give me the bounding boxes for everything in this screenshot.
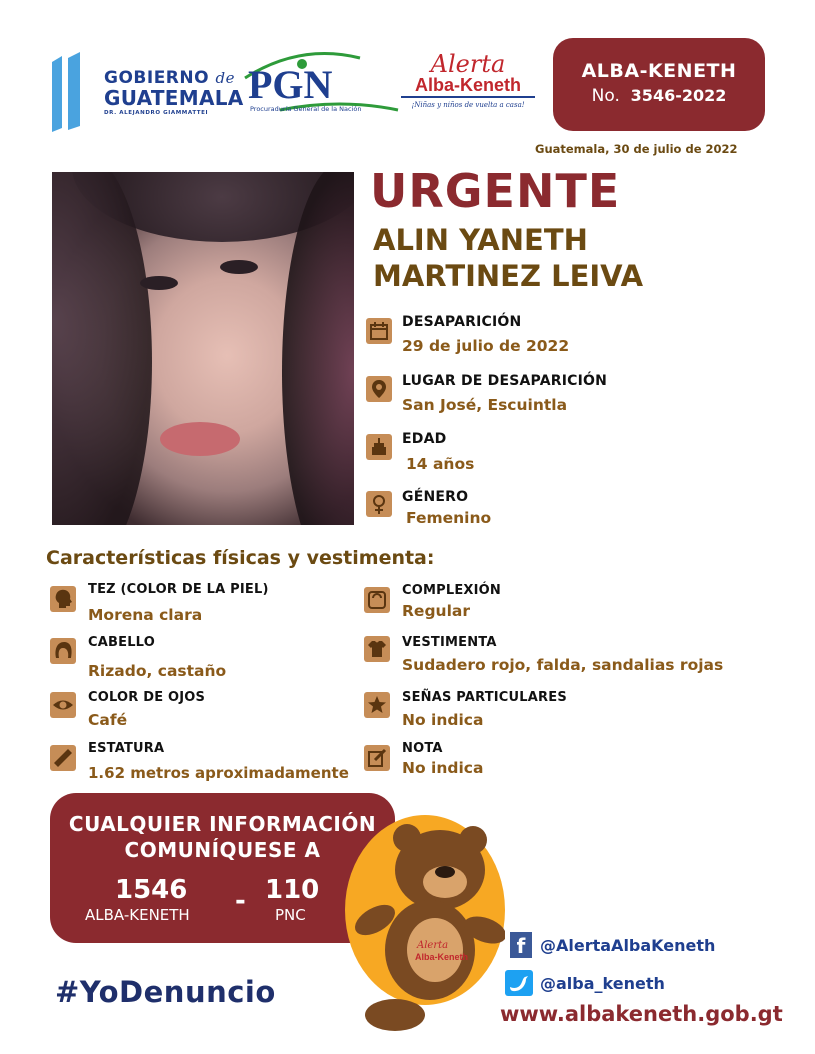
facebook-handle-link[interactable]: @AlertaAlbaKeneth: [540, 936, 716, 955]
clothing-value: Sudadero rojo, falda, sandalias rojas: [402, 656, 724, 674]
gender-icon: [366, 491, 392, 517]
skin-tone-value: Morena clara: [88, 606, 203, 624]
height-value: 1.62 metros aproximadamente: [88, 764, 349, 782]
build-label: COMPLEXIÓN: [402, 583, 502, 598]
calendar-icon: [366, 318, 392, 344]
disappearance-date-label: DESAPARICIÓN: [402, 314, 522, 330]
birthday-cake-icon: [366, 434, 392, 460]
missing-person-photo: [52, 172, 354, 525]
pnc-phone-label: PNC: [275, 906, 306, 924]
bear-mascot-icon: [345, 810, 505, 1040]
twitter-handle-link[interactable]: @alba_keneth: [540, 974, 665, 993]
alba-keneth-phone-number[interactable]: 1546: [115, 875, 188, 905]
height-label: ESTATURA: [88, 741, 165, 756]
issue-date: Guatemala, 30 de julio de 2022: [535, 142, 738, 156]
disappearance-date-value: 29 de julio de 2022: [402, 337, 570, 355]
hair-icon: [50, 638, 76, 664]
svg-text:PGN: PGN: [248, 62, 333, 107]
disappearance-place-value: San José, Escuintla: [402, 396, 568, 414]
alerta-alba-keneth-logo: Alerta Alba-Keneth ¡Niñas y niños de vuelta a casa!: [398, 52, 538, 109]
contact-info-box: CUALQUIER INFORMACIÓN COMUNÍQUESE A: [50, 793, 395, 943]
case-title: ALBA-KENETH: [581, 60, 737, 82]
dash-separator: -: [235, 886, 246, 916]
hashtag-text: #YoDenuncio: [55, 975, 276, 1009]
eye-icon: [50, 692, 76, 718]
government-logo-text: GOBIERNO de GUATEMALA DR. ALEJANDRO GIAMMATTEI: [104, 68, 244, 116]
location-pin-icon: [366, 376, 392, 402]
build-value: Regular: [402, 602, 470, 620]
distinguishing-marks-value: No indica: [402, 711, 484, 729]
clothing-label: VESTIMENTA: [402, 635, 497, 650]
age-label: EDAD: [402, 431, 447, 447]
distinguishing-marks-label: SEÑAS PARTICULARES: [402, 690, 567, 705]
case-number: No. 3546-2022: [591, 86, 727, 106]
star-icon: [364, 692, 390, 718]
age-value: 14 años: [406, 455, 475, 473]
disappearance-place-label: LUGAR DE DESAPARICIÓN: [402, 373, 608, 389]
characteristics-heading: Características físicas y vestimenta:: [46, 547, 435, 569]
pnc-phone-number[interactable]: 110: [265, 875, 320, 905]
facebook-icon[interactable]: f: [510, 932, 532, 958]
scale-icon: [364, 587, 390, 613]
hair-label: CABELLO: [88, 635, 155, 650]
gender-value: Femenino: [406, 509, 492, 527]
government-logo-bars-icon: [52, 52, 94, 132]
alba-keneth-phone-label: ALBA-KENETH: [85, 906, 190, 924]
ruler-icon: [50, 745, 76, 771]
missing-person-name: ALIN YANETH MARTINEZ LEIVA: [373, 223, 644, 293]
eye-color-label: COLOR DE OJOS: [88, 690, 206, 705]
head-profile-icon: [50, 586, 76, 612]
svg-text:Alerta: Alerta: [417, 940, 449, 951]
shirt-icon: [364, 636, 390, 662]
website-link[interactable]: www.albakeneth.gob.gt: [500, 1002, 783, 1026]
note-label: NOTA: [402, 741, 443, 756]
note-edit-icon: [364, 745, 390, 771]
svg-text:Alba-Keneth: Alba-Keneth: [415, 952, 469, 962]
note-value: No indica: [402, 759, 484, 777]
pgn-subtitle: Procuraduría General de la Nación: [250, 105, 362, 113]
gender-label: GÉNERO: [402, 489, 469, 505]
eye-color-value: Café: [88, 711, 128, 729]
urgent-heading: URGENTE: [370, 164, 621, 218]
hair-value: Rizado, castaño: [88, 662, 227, 680]
twitter-icon[interactable]: [505, 970, 533, 996]
skin-tone-label: TEZ (COLOR DE LA PIEL): [88, 582, 269, 597]
case-number-badge: [553, 38, 765, 131]
